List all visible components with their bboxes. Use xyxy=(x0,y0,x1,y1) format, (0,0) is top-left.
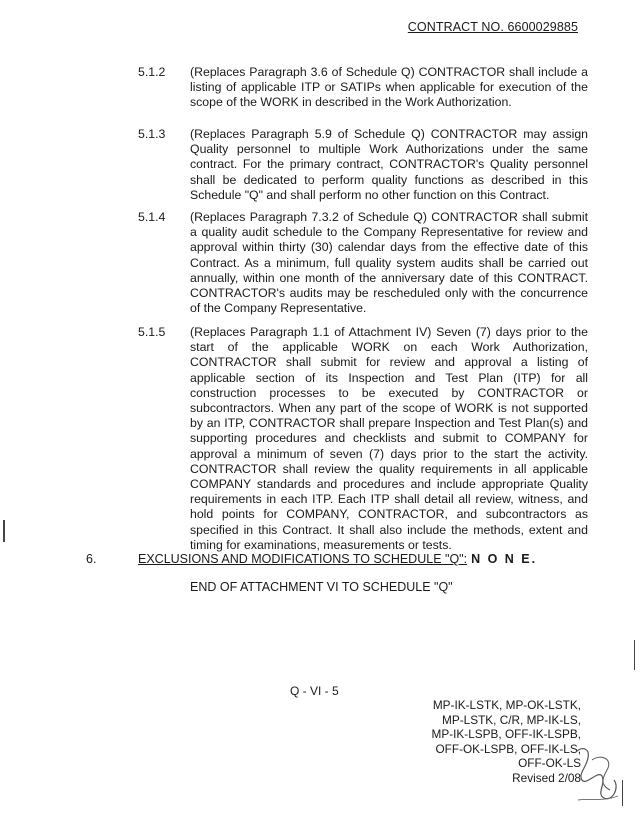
end-of-attachment-note: END OF ATTACHMENT VI TO SCHEDULE "Q" xyxy=(190,580,453,594)
paragraph-text: (Replaces Paragraph 5.9 of Schedule Q) CONTRACTOR may assign Quality personnel to multiple Work Authorizations under the same contract. For the primary contract, CONTRACTOR's Quality personnel shall be dedicated to perform quality functions as described in this Schedule "Q" and shall perform no other function on this Contract. xyxy=(190,127,588,202)
revision-line: Revised 2/08 xyxy=(512,770,581,785)
paragraph-number: 5.1.5 xyxy=(138,325,166,339)
paragraph-number: 5.1.2 xyxy=(138,65,166,79)
paragraph-number: 5.1.3 xyxy=(138,127,166,141)
footer-code-line: MP-LSTK, C/R, MP-IK-LS, xyxy=(442,712,581,727)
scan-edge-mark xyxy=(622,780,623,806)
paragraph-text: (Replaces Paragraph 7.3.2 of Schedule Q) CONTRACTOR shall submit a quality audit schedule to the Company Representative for review and approval within thirty (30) calendar days from the effective date of this Contract. As a minimum, full quality system audits shall be carried out annually, within one month of the anniversary date of this CONTRACT. CONTRACTOR's audits may be rescheduled only with the concurrence of the Company Representative. xyxy=(190,210,588,316)
footer-code-line: OFF-OK-LS xyxy=(518,756,581,770)
scan-edge-mark xyxy=(634,640,635,670)
page-number: Q - VI - 5 xyxy=(290,684,339,698)
paragraph-5-1-4 xyxy=(138,210,588,316)
paragraph-5-1-5 xyxy=(138,325,588,553)
handwritten-initials-signature xyxy=(568,740,628,810)
section-title: EXCLUSIONS AND MODIFICATIONS TO SCHEDULE "Q": xyxy=(138,552,468,566)
section-6-heading xyxy=(86,552,537,566)
section-value: N O N E. xyxy=(471,552,538,566)
footer-code-line: MP-IK-LSPB, OFF-IK-LSPB, xyxy=(431,727,581,741)
paragraph-text: (Replaces Paragraph 1.1 of Attachment IV) Seven (7) days prior to the start of the applicable WORK on each Work Authorization, CONTRACTOR shall submit for review and approval a listing of applicable section of its Inspection and Test Plan (ITP) for all construction processes to be executed by CONTRACTOR or subcontractors. When any part of the scope of WORK is not supported by an ITP, CONTRACTOR shall prepare Inspection and Test Plan(s) and supporting procedures and checklists and submit to COMPANY for approval a minimum of seven (7) days prior to the start the activity. CONTRACTOR shall review the quality requirements in all applicable COMPANY standards and procedures and include appropriate Quality requirements in each ITP. Each ITP shall detail all review, witness, and hold points for COMPANY, CONTRACTOR, and subcontractors as specified in this Contract. It shall also include the methods, extent and timing for examinations, measurements or tests. xyxy=(190,325,588,552)
footer-codes xyxy=(432,698,581,785)
paragraph-5-1-3 xyxy=(138,127,588,203)
footer-code-line: OFF-OK-LSPB, OFF-IK-LS, xyxy=(435,741,581,756)
section-number: 6. xyxy=(86,552,97,566)
paragraph-5-1-2 xyxy=(138,65,588,111)
paragraph-number: 5.1.4 xyxy=(138,210,166,224)
paragraph-text: (Replaces Paragraph 3.6 of Schedule Q) CONTRACTOR shall include a listing of applicable ITP or SATIPs when applicable for execution of the scope of the WORK in described in the Work Authorization. xyxy=(190,65,588,110)
footer-code-line: MP-IK-LSTK, MP-OK-LSTK, xyxy=(432,698,581,712)
scan-edge-mark xyxy=(3,520,5,542)
contract-number: CONTRACT NO. 6600029885 xyxy=(407,20,578,34)
